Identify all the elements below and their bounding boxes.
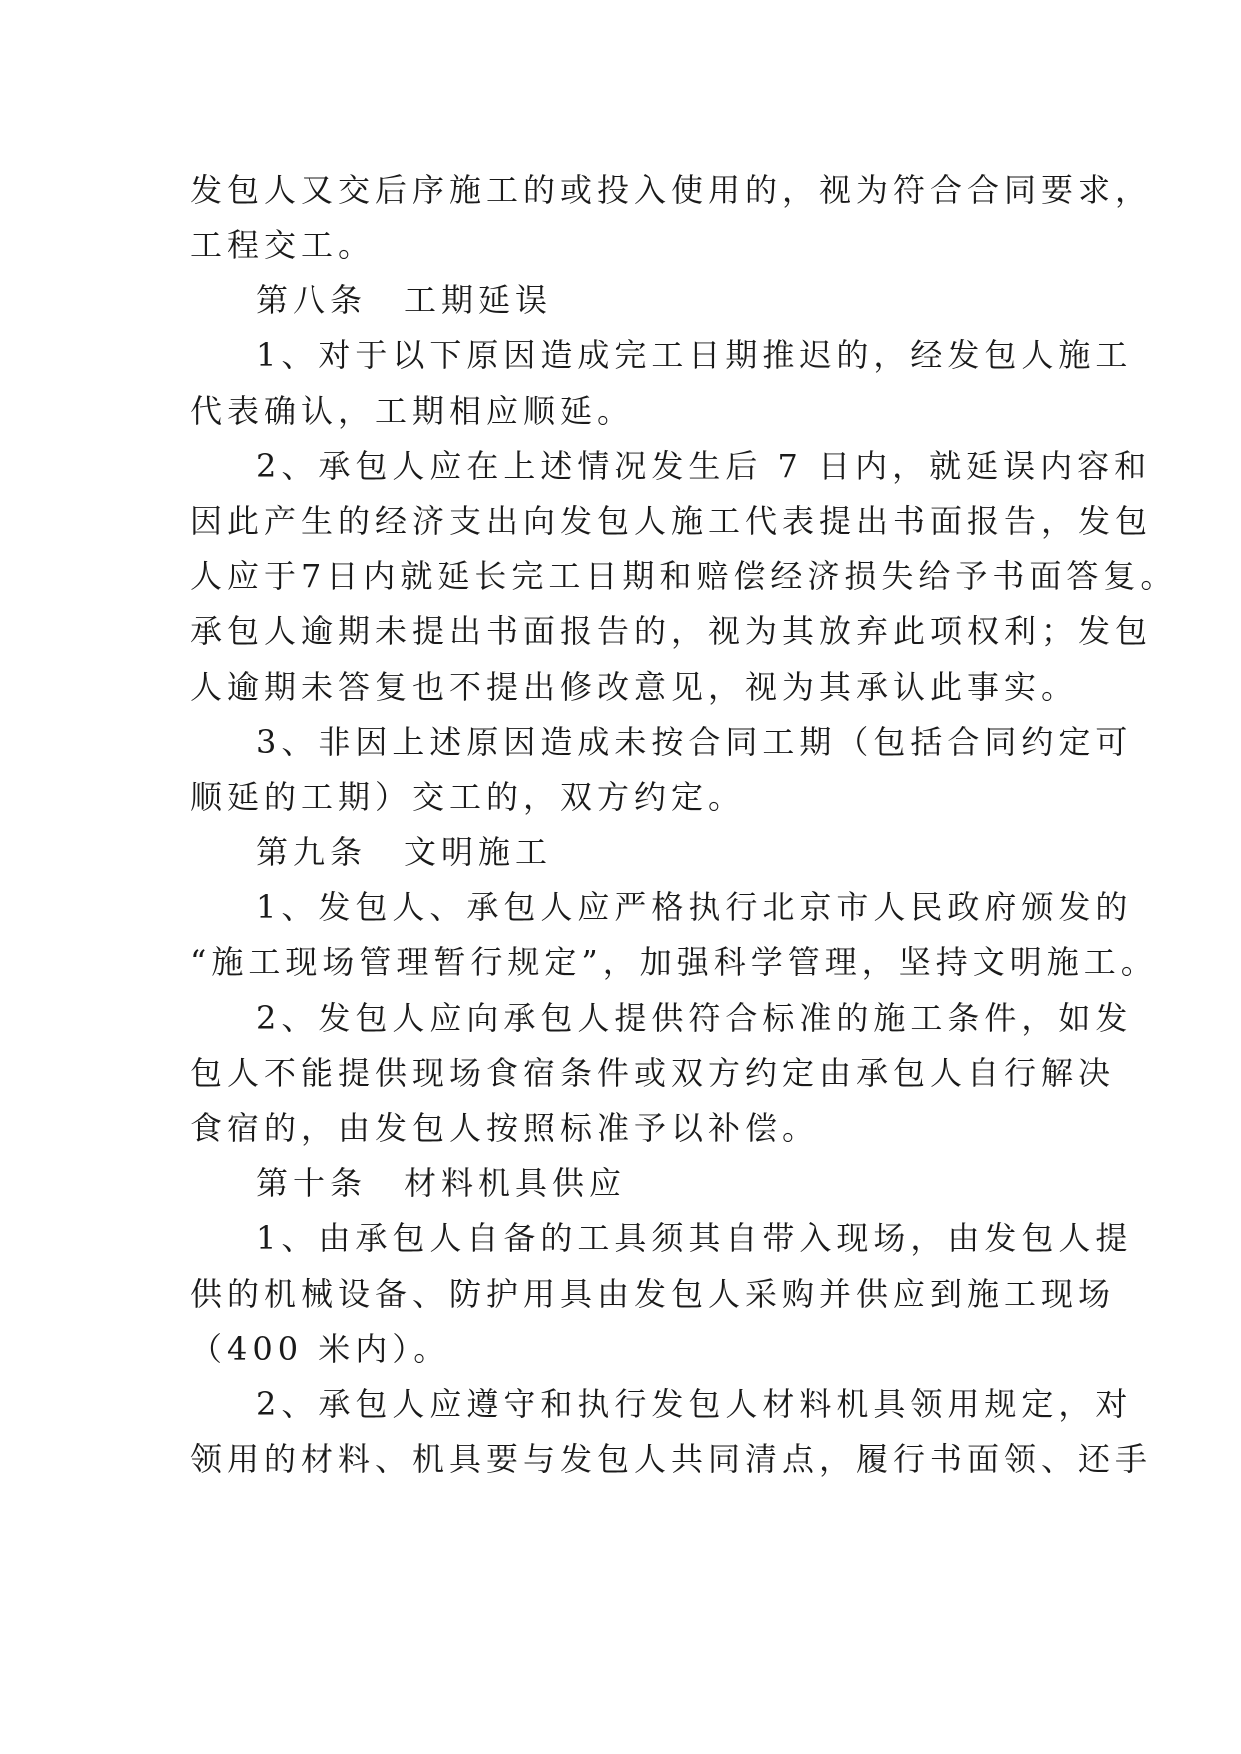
- paragraph-line: 1、由承包人自备的工具须其自带入现场，由发包人提: [256, 1219, 1133, 1257]
- paragraph-line: 2、承包人应遵守和执行发包人材料机具领用规定，对: [256, 1385, 1133, 1423]
- paragraph-line: 代表确认，工期相应顺延。: [190, 392, 635, 430]
- paragraph-line: 承包人逾期未提出书面报告的，视为其放弃此项权利；发包: [190, 612, 1153, 650]
- paragraph-line: 发包人又交后序施工的或投入使用的，视为符合合同要求，: [190, 171, 1153, 209]
- paragraph-line: 工程交工。: [190, 226, 376, 264]
- paragraph-line: 因此产生的经济支出向发包人施工代表提出书面报告，发包: [190, 502, 1153, 540]
- paragraph-line: 1、对于以下原因造成完工日期推迟的，经发包人施工: [256, 336, 1133, 374]
- paragraph-line: 领用的材料、机具要与发包人共同清点，履行书面领、还手: [190, 1440, 1153, 1478]
- paragraph-line: 3、非因上述原因造成未按合同工期（包括合同约定可: [256, 723, 1133, 761]
- paragraph-line: 2、承包人应在上述情况发生后 7 日内，就延误内容和: [256, 447, 1152, 485]
- paragraph-line: “施工现场管理暂行规定”，加强科学管理，坚持文明施工。: [190, 943, 1158, 981]
- paragraph-line: 食宿的，由发包人按照标准予以补偿。: [190, 1109, 820, 1147]
- paragraph-line: 人应于7日内就延长完工日期和赔偿经济损失给予书面答复。: [190, 557, 1178, 595]
- article-8-heading: 第八条 工期延误: [256, 281, 553, 319]
- article-10-heading: 第十条 材料机具供应: [256, 1164, 627, 1202]
- paragraph-line: （400 米内）。: [190, 1330, 451, 1368]
- paragraph-line: 人逾期未答复也不提出修改意见，视为其承认此事实。: [190, 668, 1079, 706]
- paragraph-line: 供的机械设备、防护用具由发包人采购并供应到施工现场: [190, 1275, 1116, 1313]
- paragraph-line: 顺延的工期）交工的，双方约定。: [190, 778, 746, 816]
- paragraph-line: 包人不能提供现场食宿条件或双方约定由承包人自行解决: [190, 1054, 1116, 1092]
- paragraph-line: 2、发包人应向承包人提供符合标准的施工条件，如发: [256, 999, 1133, 1037]
- article-9-heading: 第九条 文明施工: [256, 833, 553, 871]
- paragraph-line: 1、发包人、承包人应严格执行北京市人民政府颁发的: [256, 888, 1133, 926]
